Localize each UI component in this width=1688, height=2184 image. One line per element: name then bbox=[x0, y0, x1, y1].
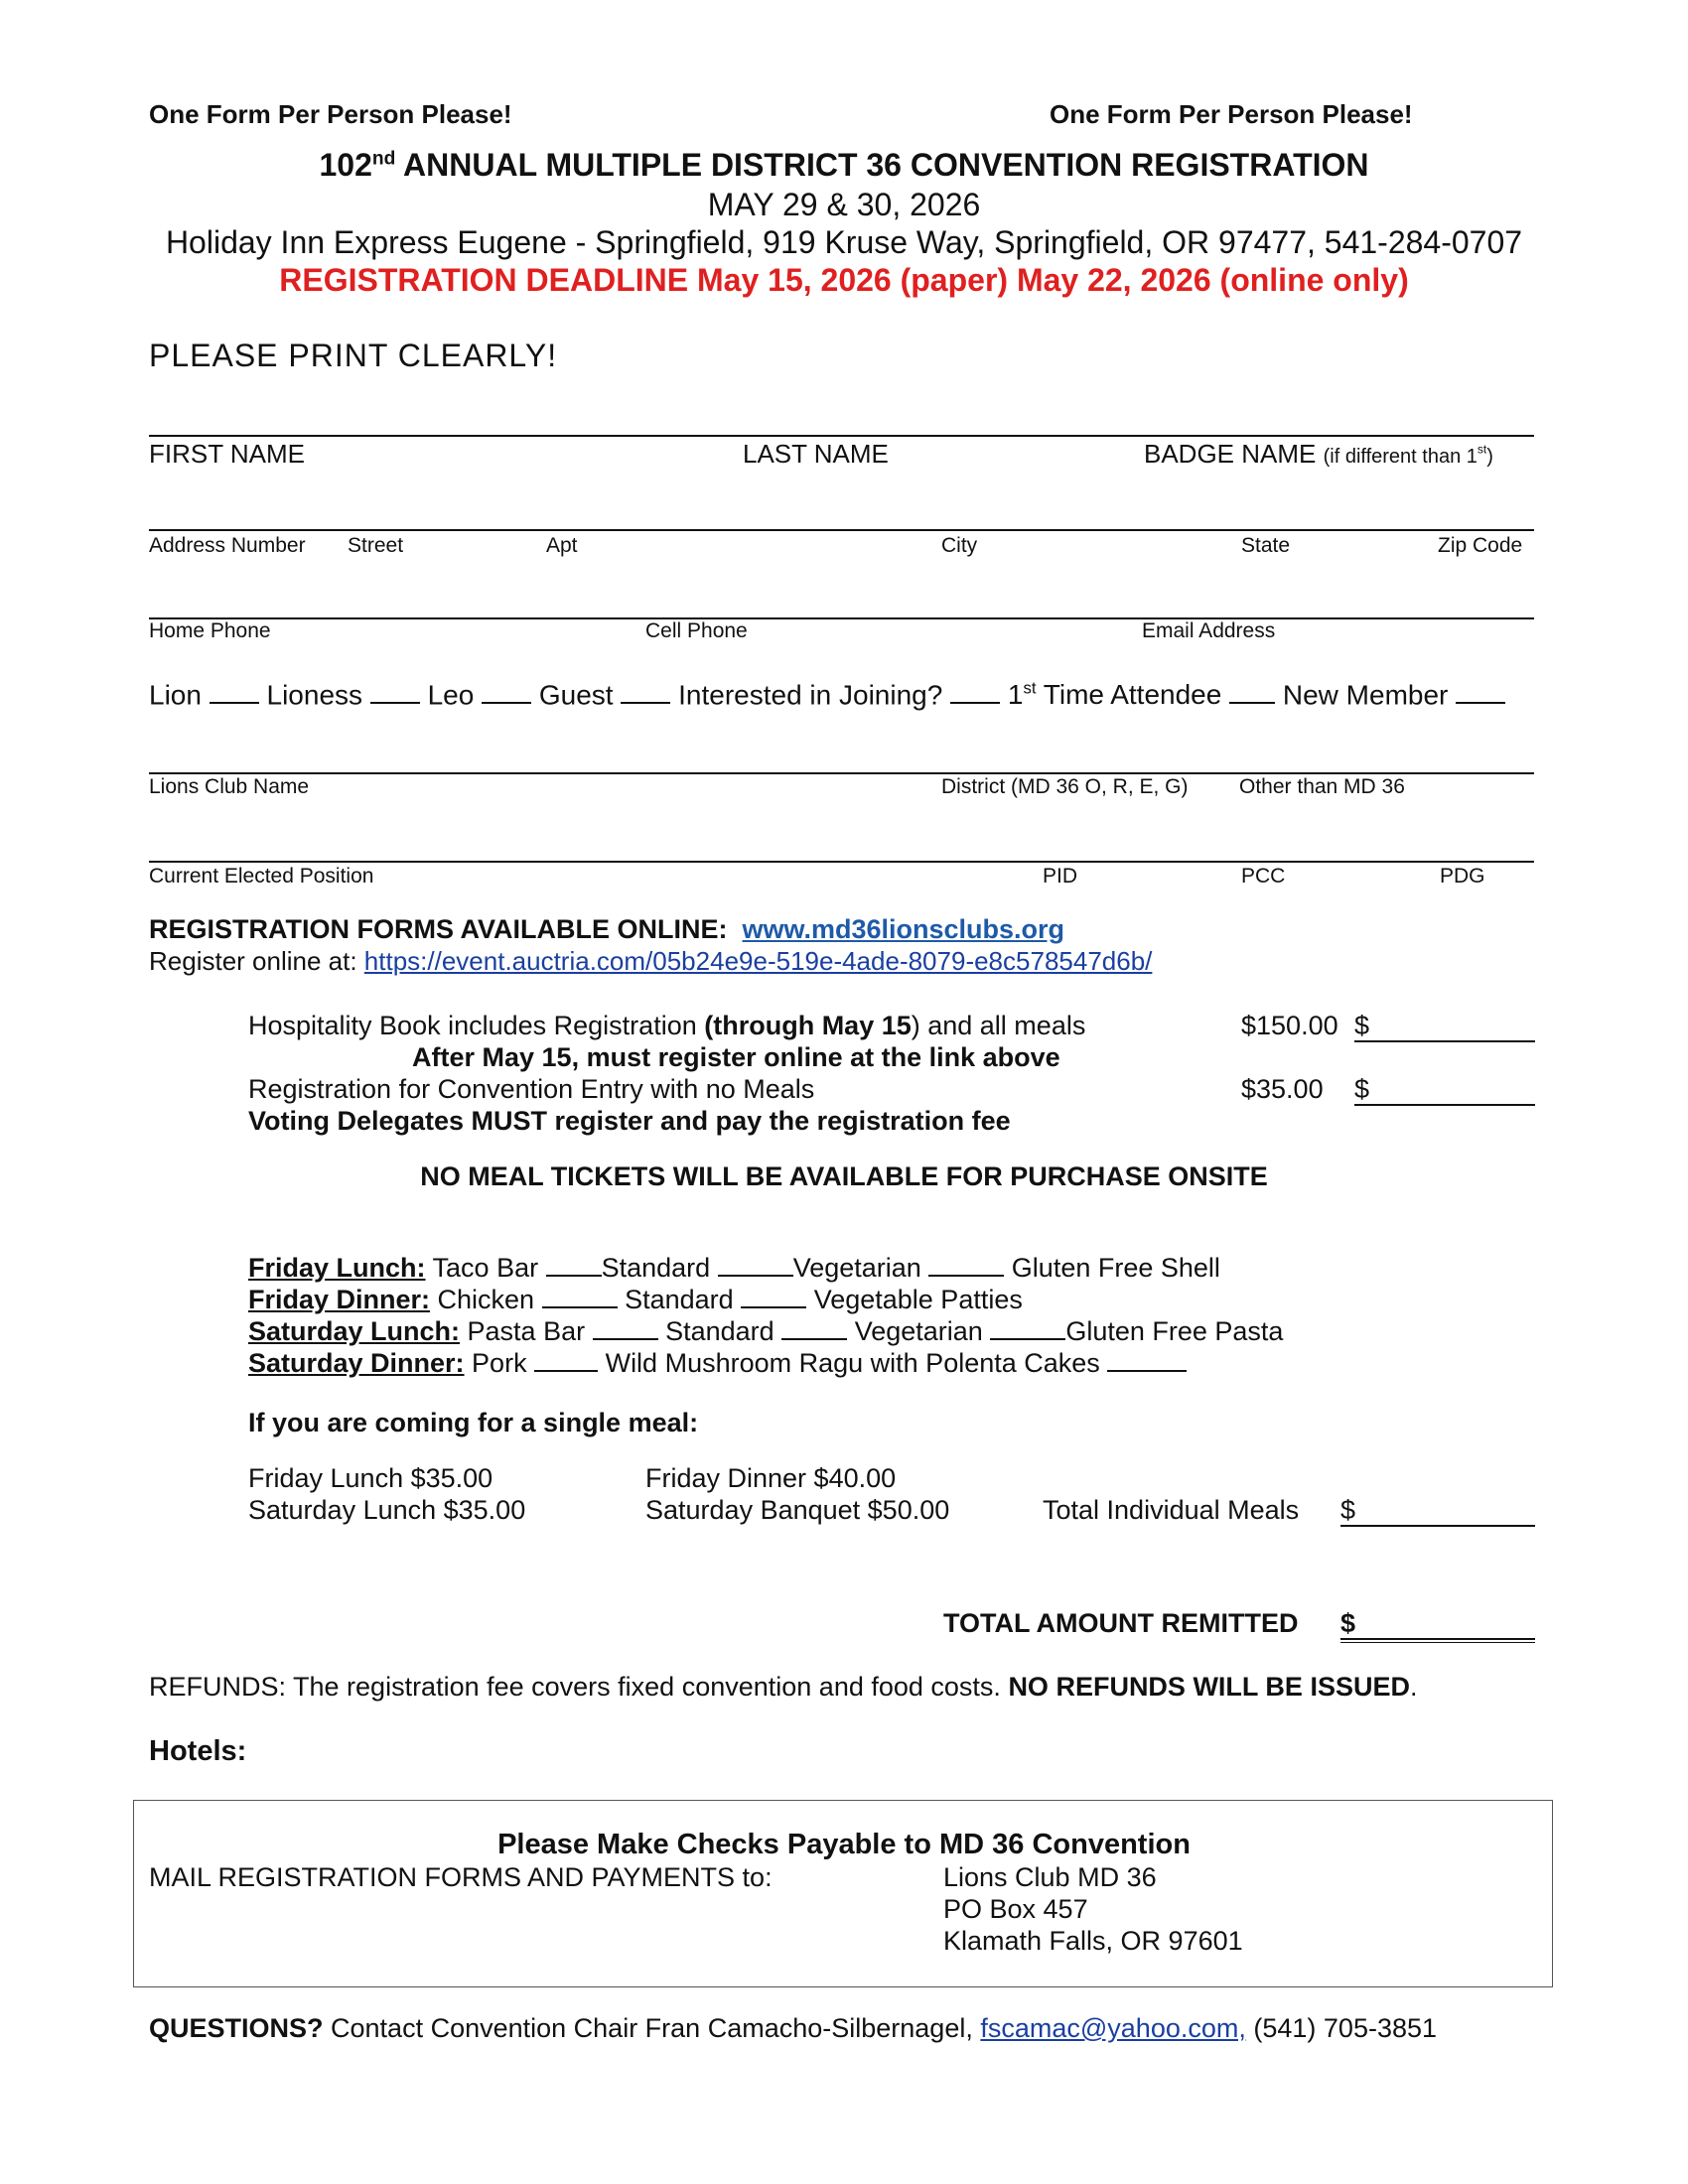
leo-blank[interactable] bbox=[482, 680, 531, 704]
total-meals-dollar: $ bbox=[1340, 1495, 1356, 1525]
position-line[interactable] bbox=[149, 861, 1534, 863]
hospitality-amount-blank[interactable] bbox=[1354, 1040, 1535, 1042]
first-time-blank[interactable] bbox=[1229, 680, 1275, 704]
total-meals-blank[interactable] bbox=[1340, 1525, 1535, 1527]
lion-blank[interactable] bbox=[210, 680, 259, 704]
cell-phone-label: Cell Phone bbox=[645, 619, 748, 642]
lioness-label: Lioness bbox=[266, 679, 363, 711]
mail-address-line3: Klamath Falls, OR 97601 bbox=[943, 1926, 1243, 1956]
single-meal-heading: If you are coming for a single meal: bbox=[248, 1408, 699, 1437]
saturday-dinner-row: Saturday Dinner: Pork Wild Mushroom Ragu with Polenta Cakes bbox=[248, 1348, 1187, 1379]
interested-blank[interactable] bbox=[950, 680, 1000, 704]
registration-url-link[interactable]: https://event.auctria.com/05b24e9e-519e-4ade-8079-e8c578547d6b/ bbox=[363, 946, 1153, 976]
new-member-blank[interactable] bbox=[1456, 680, 1505, 704]
pcc-label: PCC bbox=[1241, 865, 1286, 887]
interested-label: Interested in Joining? bbox=[678, 679, 943, 711]
friday-lunch-row: Friday Lunch: Taco Bar Standard Vegetarian Gluten Free Shell bbox=[248, 1253, 1220, 1283]
badge-name-label: BADGE NAME (if different than 1st) bbox=[1144, 439, 1493, 469]
one-form-notice-right: One Form Per Person Please! bbox=[1050, 99, 1413, 129]
zip-code-label: Zip Code bbox=[1438, 534, 1523, 557]
forms-online-row: REGISTRATION FORMS AVAILABLE ONLINE: www.md36lionsclubs.org bbox=[149, 914, 1065, 944]
district-label: District (MD 36 O, R, E, G) bbox=[941, 775, 1189, 798]
mail-address-line1: Lions Club MD 36 bbox=[943, 1862, 1157, 1892]
hospitality-dollar: $ bbox=[1354, 1011, 1370, 1040]
mail-address-line2: PO Box 457 bbox=[943, 1894, 1088, 1924]
first-name-label: FIRST NAME bbox=[149, 439, 305, 469]
pdg-label: PDG bbox=[1440, 865, 1485, 887]
refunds-policy: REFUNDS: The registration fee covers fixed convention and food costs. NO REFUNDS WILL BE ISSUED. bbox=[149, 1672, 1418, 1702]
hospitality-price: $150.00 bbox=[1241, 1011, 1338, 1040]
total-remitted-blank[interactable] bbox=[1340, 1638, 1535, 1640]
address-line[interactable] bbox=[149, 529, 1534, 531]
pasta-standard-blank[interactable] bbox=[593, 1316, 658, 1340]
venue-address: Holiday Inn Express Eugene - Springfield, 919 Kruse Way, Springfield, OR 97477, 541-284-0707 bbox=[165, 224, 1523, 260]
print-clearly-instruction: PLEASE PRINT CLEARLY! bbox=[149, 338, 558, 373]
chicken-blank[interactable] bbox=[542, 1285, 618, 1308]
new-member-label: New Member bbox=[1282, 679, 1449, 711]
last-name-label: LAST NAME bbox=[743, 439, 889, 469]
taco-standard-blank[interactable] bbox=[546, 1253, 602, 1277]
saturday-lunch-row: Saturday Lunch: Pasta Bar Standard Vegetarian Gluten Free Pasta bbox=[248, 1316, 1284, 1346]
friday-dinner-standard-blank[interactable] bbox=[741, 1285, 806, 1308]
one-form-notice-left: One Form Per Person Please! bbox=[149, 99, 512, 129]
name-line[interactable] bbox=[149, 435, 1534, 437]
pid-label: PID bbox=[1043, 865, 1078, 887]
pasta-gluten-free-blank[interactable] bbox=[990, 1316, 1065, 1340]
address-number-label: Address Number bbox=[149, 534, 306, 557]
total-remitted-label: TOTAL AMOUNT REMITTED bbox=[943, 1608, 1299, 1638]
lion-label: Lion bbox=[149, 679, 202, 711]
first-time-attendee-label: 1st Time Attendee bbox=[1007, 679, 1222, 711]
mushroom-ragu-blank[interactable] bbox=[1107, 1348, 1187, 1372]
entry-price: $35.00 bbox=[1241, 1074, 1324, 1104]
register-online-row: Register online at: https://event.auctria.com/05b24e9e-519e-4ade-8079-e8c578547d6b/ bbox=[149, 946, 1153, 976]
page-title: 102nd ANNUAL MULTIPLE DISTRICT 36 CONVENTION REGISTRATION bbox=[319, 147, 1369, 183]
no-meal-onsite-notice: NO MEAL TICKETS WILL BE AVAILABLE FOR PURCHASE ONSITE bbox=[420, 1161, 1268, 1191]
entry-amount-blank[interactable] bbox=[1354, 1104, 1535, 1106]
questions-contact: QUESTIONS? Contact Convention Chair Fran Camacho-Silbernagel, fscamac@yahoo.com, (541) 705-3851 bbox=[149, 2013, 1438, 2043]
single-saturday-banquet: Saturday Banquet $50.00 bbox=[645, 1495, 950, 1525]
state-label: State bbox=[1241, 534, 1291, 557]
taco-gluten-free-blank[interactable] bbox=[928, 1253, 1004, 1277]
single-friday-lunch: Friday Lunch $35.00 bbox=[248, 1463, 493, 1493]
single-saturday-lunch: Saturday Lunch $35.00 bbox=[248, 1495, 526, 1525]
total-remitted-double-underline bbox=[1340, 1642, 1535, 1643]
pork-blank[interactable] bbox=[534, 1348, 598, 1372]
email-address-label: Email Address bbox=[1142, 619, 1276, 642]
friday-dinner-row: Friday Dinner: Chicken Standard Vegetable Patties bbox=[248, 1285, 1023, 1314]
entry-dollar: $ bbox=[1354, 1074, 1370, 1104]
total-remitted-dollar: $ bbox=[1340, 1608, 1356, 1638]
total-individual-meals-label: Total Individual Meals bbox=[1043, 1495, 1300, 1525]
website-link[interactable]: www.md36lionsclubs.org bbox=[742, 914, 1065, 944]
after-may15-note: After May 15, must register online at the link above bbox=[412, 1042, 1060, 1072]
entry-only-line: Registration for Convention Entry with no Meals bbox=[248, 1074, 815, 1104]
phone-line[interactable] bbox=[149, 617, 1534, 619]
street-label: Street bbox=[348, 534, 404, 557]
apt-label: Apt bbox=[546, 534, 578, 557]
taco-vegetarian-blank[interactable] bbox=[718, 1253, 793, 1277]
current-position-label: Current Elected Position bbox=[149, 865, 374, 887]
contact-email-link[interactable]: fscamac@yahoo.com, bbox=[980, 2013, 1246, 2043]
other-district-label: Other than MD 36 bbox=[1239, 775, 1405, 798]
leo-label: Leo bbox=[427, 679, 475, 711]
single-friday-dinner: Friday Dinner $40.00 bbox=[645, 1463, 897, 1493]
club-line[interactable] bbox=[149, 772, 1534, 774]
lioness-blank[interactable] bbox=[370, 680, 420, 704]
home-phone-label: Home Phone bbox=[149, 619, 271, 642]
pasta-vegetarian-blank[interactable] bbox=[781, 1316, 847, 1340]
voting-delegates-note: Voting Delegates MUST register and pay the registration fee bbox=[248, 1106, 1011, 1136]
guest-blank[interactable] bbox=[621, 680, 670, 704]
lions-club-name-label: Lions Club Name bbox=[149, 775, 310, 798]
city-label: City bbox=[941, 534, 978, 557]
hotels-heading: Hotels: bbox=[149, 1735, 247, 1767]
guest-label: Guest bbox=[538, 679, 614, 711]
hospitality-book-line: Hospitality Book includes Registration (through May 15) and all meals bbox=[248, 1011, 1086, 1040]
registration-deadline: REGISTRATION DEADLINE May 15, 2026 (paper) May 22, 2026 (online only) bbox=[279, 262, 1409, 298]
mail-forms-label: MAIL REGISTRATION FORMS AND PAYMENTS to: bbox=[149, 1862, 773, 1892]
convention-dates: MAY 29 & 30, 2026 bbox=[707, 187, 981, 222]
member-type-row bbox=[149, 679, 1505, 711]
checks-payable-heading: Please Make Checks Payable to MD 36 Convention bbox=[497, 1829, 1191, 1860]
